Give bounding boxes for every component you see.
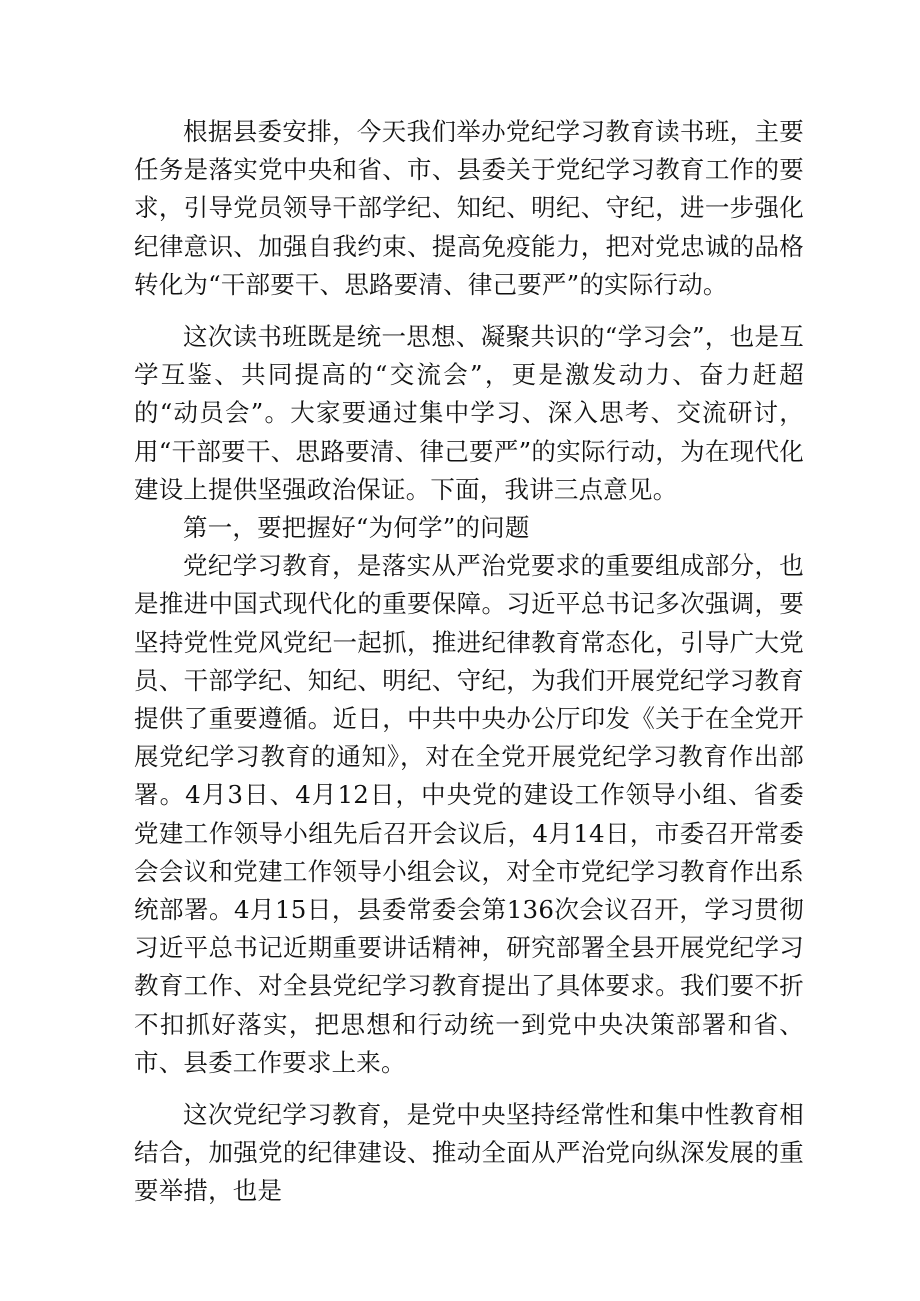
paragraph-reading-class: 这次读书班既是统一思想、凝聚共识的“学习会”，也是互学互鉴、共同提高的“交流会”，更是激发动力、奋力赶超的“动员会”。大家要通过集中学习、深入思考、交流研讨，用“干部要干、思路要清、律己要严”的实际行动，为在现代化建设上提供坚强政治保证。下面，我讲三点意见。 xyxy=(134,322,804,504)
section-heading-1: 第一，要把握好“为何学”的问题 xyxy=(183,513,530,543)
paragraph-education-measure: 这次党纪学习教育，是党中央坚持经常性和集中性教育相结合，加强党的纪律建设、推动全面从严治党向纵深发展的重要举措，也是 xyxy=(134,1100,804,1206)
paragraph-intro: 根据县委安排，今天我们举办党纪学习教育读书班，主要任务是落实党中央和省、市、县委关于党纪学习教育工作的要求，引导党员领导干部学纪、知纪、明纪、守纪，进一步强化纪律意识、加强自我约束、提高免疫能力，把对党忠诚的品格转化为“干部要干、思路要清、律己要严”的实际行动。 xyxy=(134,117,804,299)
paragraph-party-discipline: 党纪学习教育，是落实从严治党要求的重要组成部分，也是推进中国式现代化的重要保障。习近平总书记多次强调，要坚持党性党风党纪一起抓，推进纪律教育常态化，引导广大党员、干部学纪、知纪、明纪、守纪，为我们开展党纪学习教育提供了重要遵循。近日，中共中央办公厅印发《关于在全党开展党纪学习教育的通知》，对在全党开展党纪学习教育作出部署。4月3日、4月12日，中央党的建设工作领导小组、省委党建工作领导小组先后召开会议后，4月14日，市委召开常委会会议和党建工作领导小组会议，对全市党纪学习教育作出系统部署。4月15日，县委常委会第136次会议召开，学习贯彻习近平总书记近期重要讲话精神，研究部署全县开展党纪学习教育工作、对全县党纪学习教育提出了具体要求。我们要不折不扣抓好落实，把思想和行动统一到党中央决策部署和省、市、县委工作要求上来。 xyxy=(134,551,804,1077)
document-body xyxy=(134,113,804,1211)
